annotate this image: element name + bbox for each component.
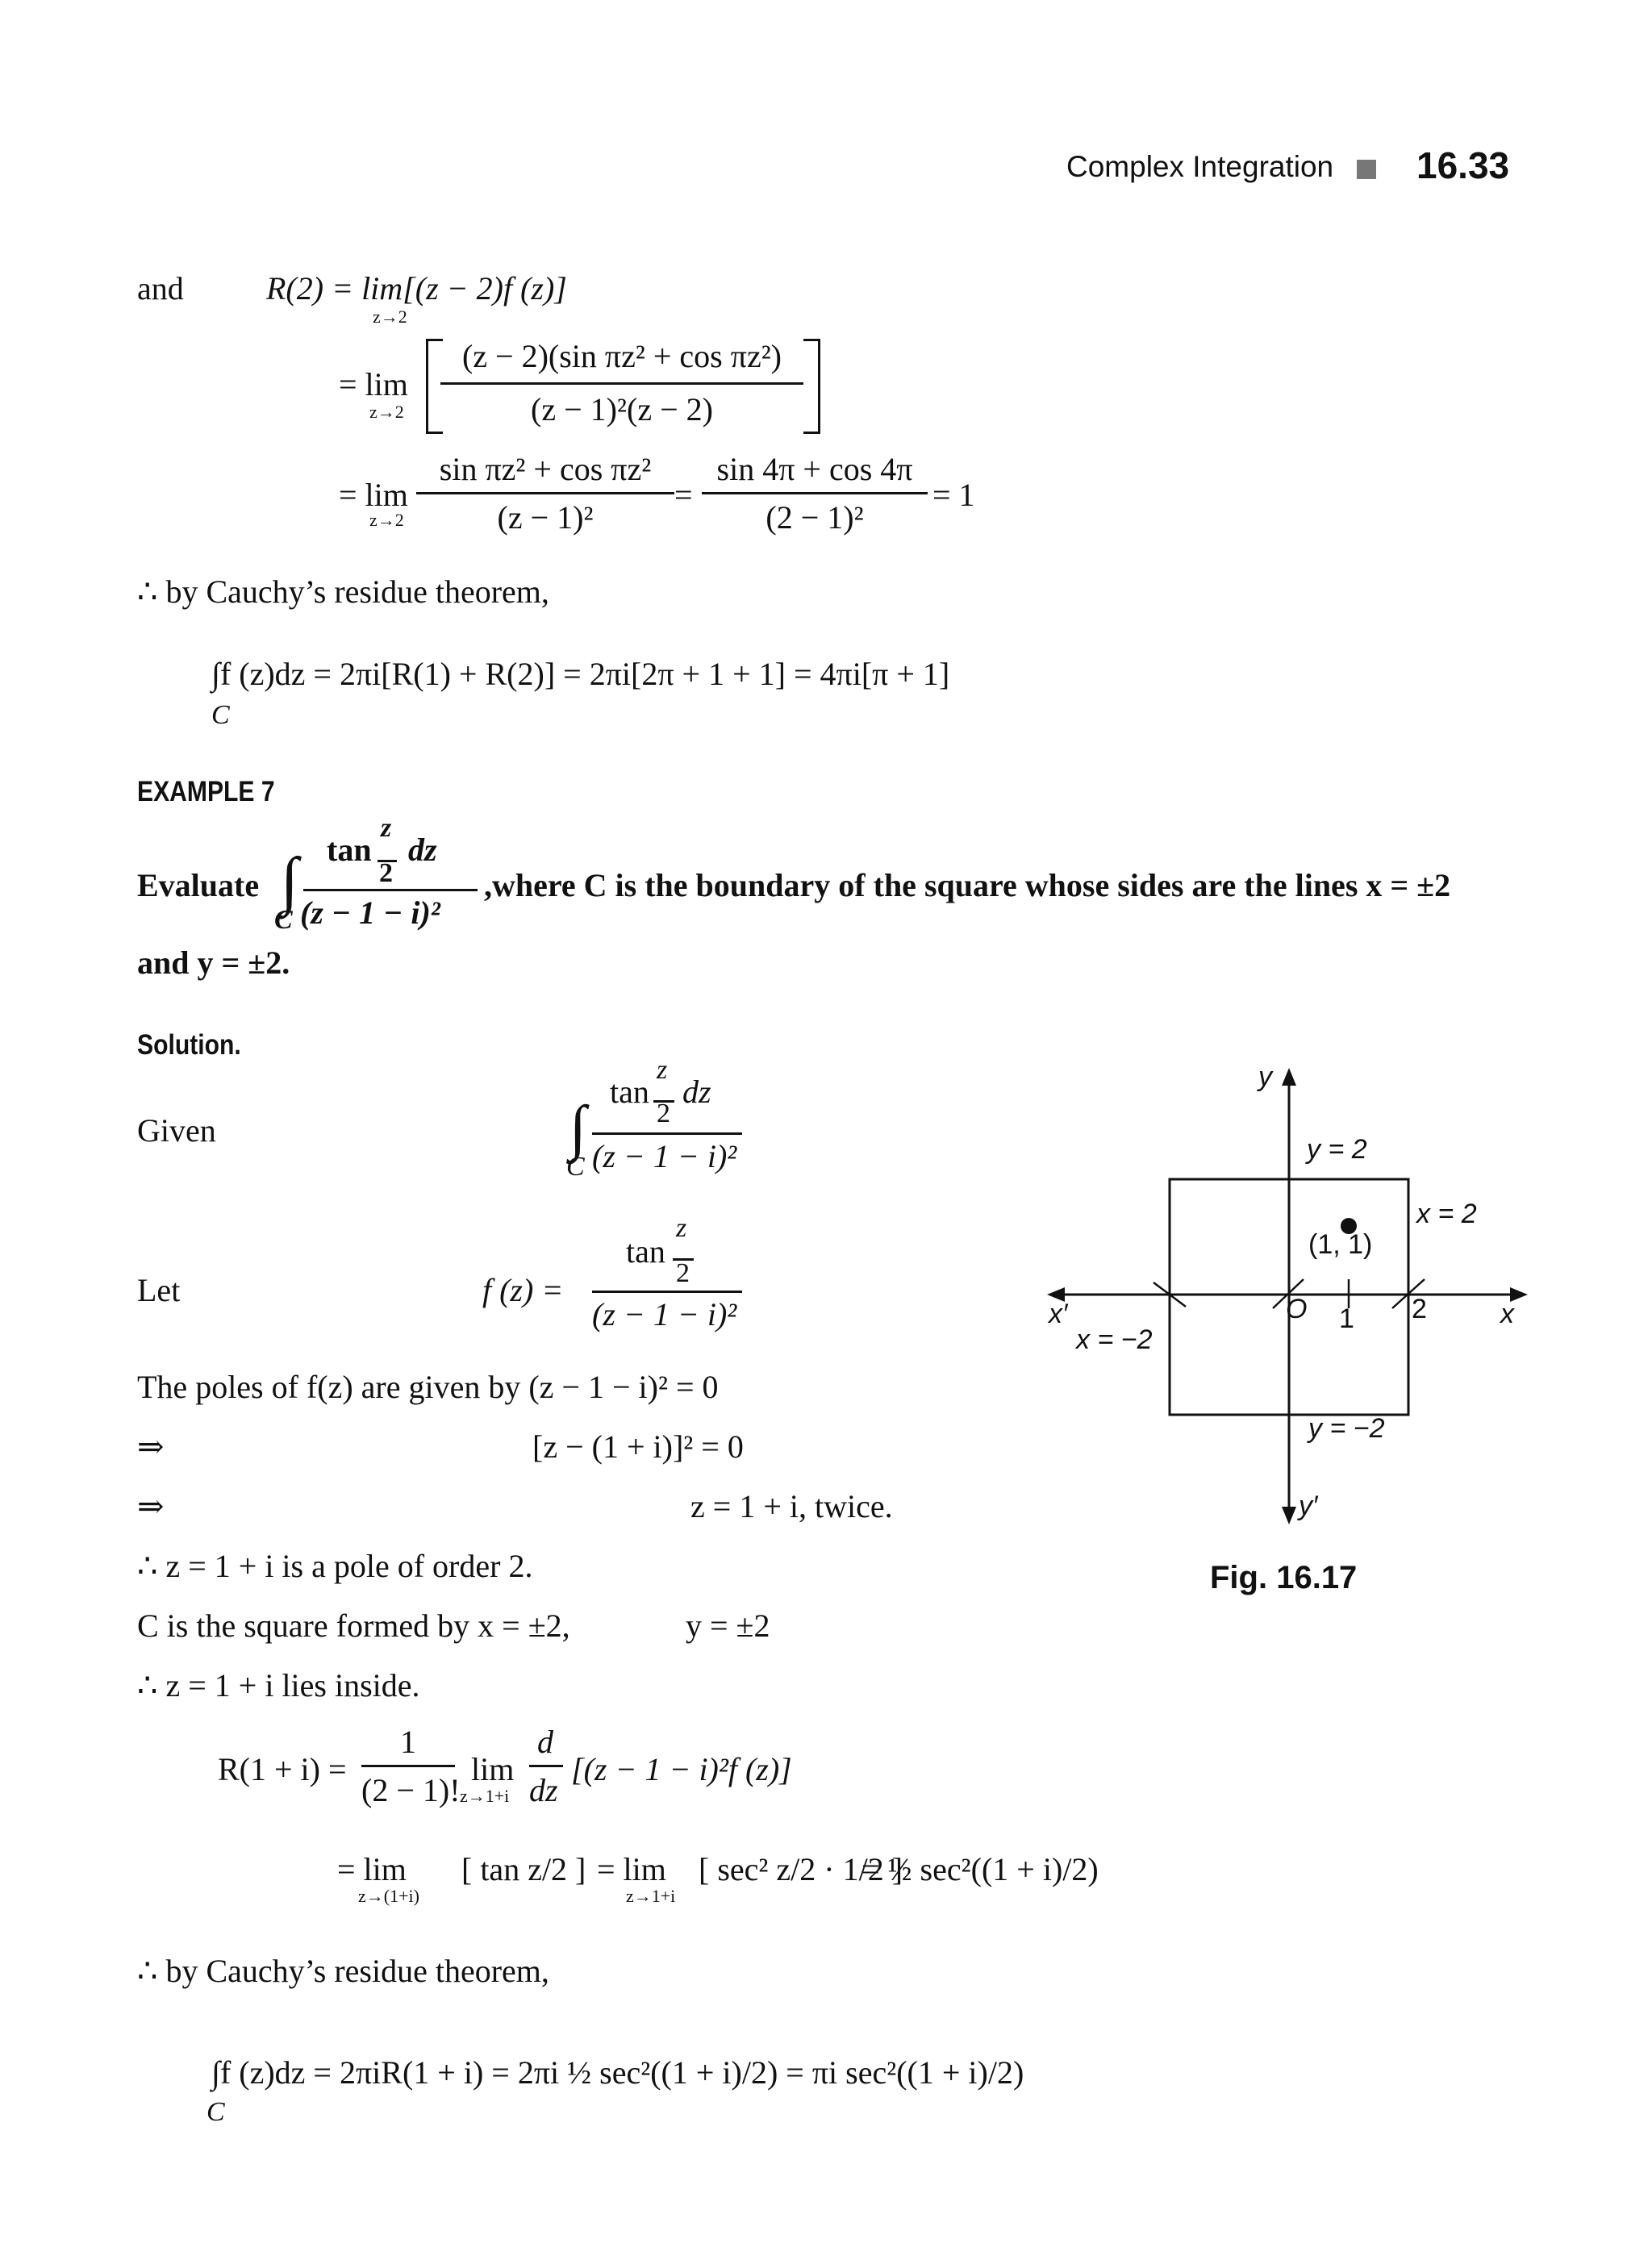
residue2-mid-sub: z→1+i (626, 1886, 676, 1906)
fig-point-label: (1, 1) (1308, 1229, 1373, 1260)
pole-order-line: ∴ z = 1 + i is a pole of order 2. (137, 1548, 533, 1584)
r2-line1: R(2) = lim[(z − 2)f (z)] (266, 270, 567, 306)
final-sub-c: C (206, 2097, 225, 2127)
therefore-line-2: ∴ by Cauchy’s residue theorem, (137, 1953, 549, 1989)
example-statement: ,where C is the boundary of the square whose sides are the lines x = ±2 (484, 867, 1451, 903)
fig-x-prime-label: x′ (1049, 1299, 1068, 1329)
square-line: C is the square formed by x = ±2, (137, 1608, 570, 1644)
figure-caption: Fig. 16.17 (1210, 1560, 1358, 1595)
fraction-bar (592, 1132, 742, 1135)
y-axis-arrow-up (1282, 1068, 1296, 1086)
fraction-bar (529, 1765, 563, 1767)
r2-line3-eq: = lim (339, 477, 408, 513)
example-statement-line2: and y = ±2. (137, 945, 290, 981)
residue2-eq: = lim (337, 1851, 407, 1887)
given-num-dz: dz (682, 1074, 711, 1110)
given-num-z: z (657, 1055, 668, 1085)
fraction-bar (303, 889, 478, 891)
fig-label-x2: x = 2 (1416, 1199, 1477, 1229)
evaluate-label: Evaluate (137, 867, 260, 903)
r2-line2-num: (z − 2)(sin πz² + cos πz²) (461, 338, 782, 374)
fraction-bar (416, 492, 674, 494)
let-label: Let (137, 1272, 181, 1308)
example-heading: EXAMPLE 7 (137, 776, 275, 807)
r2-line3-num2: sin 4π + cos 4π (716, 451, 913, 487)
implies-1: ⇒ (137, 1428, 165, 1465)
residue2-bracket2: [ sec² z/2 · 1/2 ] (699, 1851, 903, 1887)
r2-line3-den2: (2 − 1)² (766, 499, 864, 536)
fig-origin-label: O (1286, 1294, 1308, 1324)
r2-line3-num1: sin πz² + cos πz² (439, 451, 652, 487)
fig-tick-1-label: 1 (1339, 1303, 1354, 1334)
given-num-tan: tan (610, 1074, 649, 1110)
given-num-two: 2 (657, 1099, 670, 1128)
fig-y-prime-label: y′ (1299, 1491, 1318, 1521)
fig-label-ym2: y = −2 (1308, 1413, 1385, 1444)
residue-dz: dz (529, 1772, 558, 1808)
page-number: 16.33 (1416, 144, 1510, 186)
fig-y-label: y (1258, 1061, 1272, 1092)
residue-den: (2 − 1)! (361, 1772, 461, 1808)
r2-lim-sub-3: z→2 (369, 510, 404, 530)
pole-eq-1: [z − (1 + i)]² = 0 (532, 1428, 744, 1465)
implies-2: ⇒ (137, 1488, 165, 1524)
fig-x-label: x (1500, 1299, 1514, 1329)
residue2-end: = ½ sec²((1 + i)/2) (861, 1851, 1099, 1887)
residue-lim-sub: z→1+i (460, 1786, 510, 1806)
let-num-z: z (676, 1213, 687, 1243)
fraction-bar (702, 492, 928, 494)
r2-line3-eq2: = (674, 477, 693, 513)
r2-line3-den1: (z − 1)² (497, 499, 594, 536)
running-header-title: Complex Integration (1066, 150, 1334, 183)
given-den: (z − 1 − i)² (592, 1138, 737, 1174)
let-num-two: 2 (676, 1258, 690, 1288)
fraction-bar (440, 382, 803, 385)
given-int-sub: C (566, 1152, 585, 1182)
and-label: and (137, 270, 184, 306)
r2-lim-sub-2: z→2 (369, 402, 404, 422)
header-square-icon (1357, 160, 1376, 179)
poles-line: The poles of f(z) are given by (z − 1 − i)² = 0 (137, 1369, 719, 1405)
figure-square-diagram (1041, 1049, 1557, 1532)
inside-line: ∴ z = 1 + i lies inside. (137, 1667, 420, 1703)
residue-lim: lim (471, 1751, 515, 1787)
fz-label: f (z) = (482, 1272, 564, 1308)
fig-tick-2-label: 2 (1412, 1294, 1427, 1324)
example-num-z: z (381, 813, 392, 843)
residue-d: d (537, 1724, 553, 1760)
integral-sign: ∫ (281, 845, 298, 916)
let-num-tan: tan (626, 1233, 665, 1270)
square-line-y: y = ±2 (686, 1608, 770, 1644)
r2-lim-sub-1: z→2 (373, 306, 407, 327)
residue2-lim-sub: z→(1+i) (358, 1886, 419, 1906)
integral-sub-c-1: C (211, 700, 230, 730)
pole-eq-2: z = 1 + i, twice. (690, 1488, 893, 1524)
let-den: (z − 1 − i)² (592, 1296, 737, 1332)
final-result: ∫f (z)dz = 2πiR(1 + i) = 2πi ½ sec²((1 + i)/2) = πi sec²((1 + i)/2) (211, 2054, 1024, 2091)
therefore-line-1: ∴ by Cauchy’s residue theorem, (137, 573, 549, 610)
given-label: Given (137, 1112, 216, 1149)
residue2-bracket: [ tan z/2 ] (461, 1851, 586, 1887)
solution-heading: Solution. (137, 1029, 241, 1061)
fraction-bar (361, 1765, 455, 1767)
example-int-sub: C (274, 905, 293, 935)
r2-line2-eq: = lim (339, 366, 408, 402)
fig-label-xm2: x = −2 (1076, 1324, 1153, 1355)
fraction-bar (592, 1291, 742, 1293)
residue2-mid: = lim (597, 1851, 666, 1887)
residue-lhs: R(1 + i) = (218, 1751, 347, 1787)
example-num-dz: dz (408, 832, 437, 868)
integral-result-1: ∫f (z)dz = 2πi[R(1) + R(2)] = 2πi[2π + 1 + 1] = 4πi[π + 1] (211, 656, 950, 692)
fig-label-y2: y = 2 (1307, 1134, 1367, 1165)
example-num-tan: tan (327, 832, 372, 868)
r2-line2-den: (z − 1)²(z − 2) (531, 391, 713, 427)
example-num-two: 2 (379, 858, 393, 888)
y-axis-arrow-down (1282, 1507, 1296, 1524)
residue-tail: [(z − 1 − i)²f (z)] (571, 1751, 792, 1787)
r2-line3-result: = 1 (932, 477, 975, 513)
residue-num: 1 (400, 1724, 416, 1760)
integral-sign: ∫ (569, 1094, 586, 1161)
example-den: (z − 1 − i)² (300, 894, 440, 931)
bracket-right (803, 339, 820, 434)
